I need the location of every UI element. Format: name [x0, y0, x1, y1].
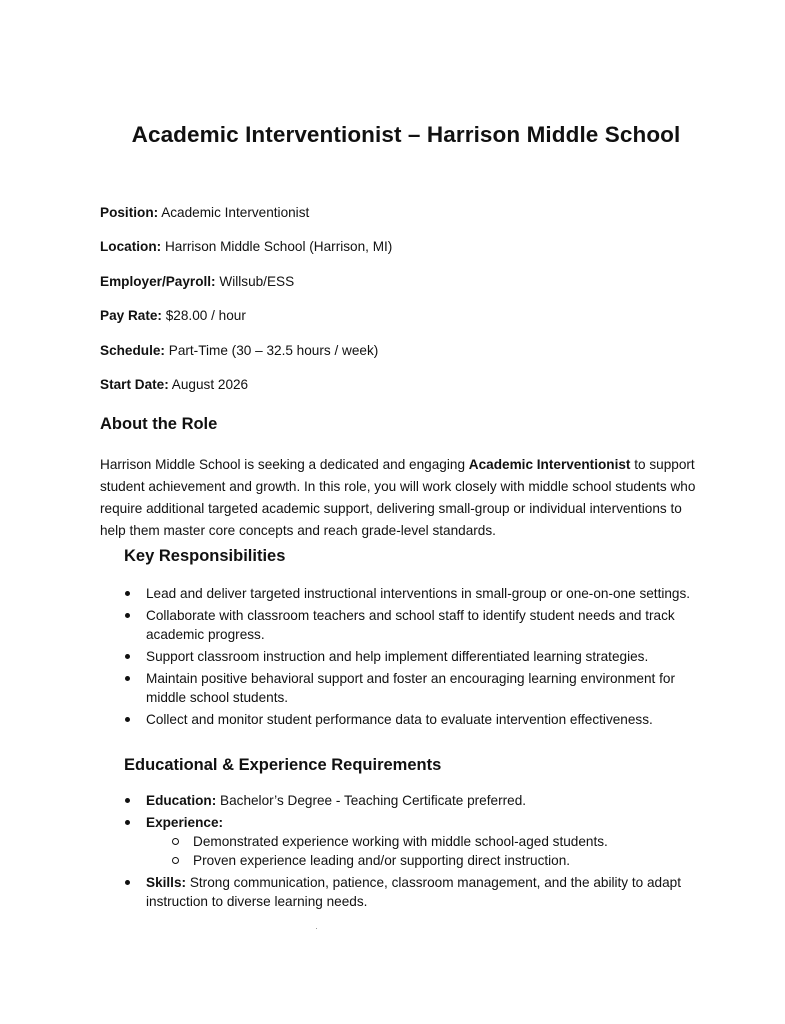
about-text-bold: Academic Interventionist	[468, 457, 631, 472]
field-label: Employer/Payroll:	[100, 274, 216, 289]
bullet-icon	[125, 717, 130, 722]
field-pay-rate	[100, 308, 246, 323]
field-value: Willsub/ESS	[219, 274, 295, 289]
page-title: Academic Interventionist – Harrison Middle School	[131, 122, 681, 147]
skills-label: Skills:	[146, 875, 187, 890]
field-schedule	[100, 343, 378, 358]
list-item-text: Collaborate with classroom teachers and school staff to identify student needs and track academic progress.	[146, 608, 675, 642]
field-value: Academic Interventionist	[161, 205, 310, 220]
about-heading: About the Role	[100, 415, 218, 433]
bullet-icon	[125, 820, 130, 825]
about-paragraph	[100, 454, 700, 542]
circle-bullet-icon	[172, 838, 179, 845]
sublist-item-text: Demonstrated experience working with middle school-aged students.	[193, 834, 608, 849]
field-label: Location:	[100, 239, 162, 254]
responsibilities-list	[124, 584, 699, 732]
bullet-icon	[125, 798, 130, 803]
list-item	[124, 647, 699, 666]
bullet-icon	[125, 880, 130, 885]
bullet-icon	[125, 613, 130, 618]
field-label: Pay Rate:	[100, 308, 162, 323]
field-employer	[100, 274, 294, 289]
field-position	[100, 205, 309, 220]
sublist-item-text: Proven experience leading and/or supporting direct instruction.	[193, 853, 571, 868]
field-value: Part-Time (30 – 32.5 hours / week)	[168, 343, 379, 358]
field-value: August 2026	[171, 377, 249, 392]
field-value: Harrison Middle School (Harrison, MI)	[164, 239, 393, 254]
list-item-text: Support classroom instruction and help implement differentiated learning strategies.	[146, 649, 649, 664]
circle-bullet-icon	[172, 857, 179, 864]
field-label: Position:	[100, 205, 159, 220]
list-item-experience	[124, 813, 699, 870]
list-item-skills	[124, 873, 699, 911]
list-item-text: Collect and monitor student performance data to evaluate intervention effectiveness.	[146, 712, 653, 727]
about-text-start: Harrison Middle School is seeking a dedicated and engaging	[100, 457, 469, 472]
list-item-text: Maintain positive behavioral support and foster an encouraging learning environment for middle school students.	[146, 671, 675, 705]
requirements-heading: Educational & Experience Requirements	[124, 756, 442, 774]
requirements-list	[124, 791, 699, 914]
field-label: Start Date:	[100, 377, 169, 392]
list-item	[124, 606, 699, 644]
bullet-icon	[125, 654, 130, 659]
experience-sublist	[146, 832, 699, 870]
education-value: Bachelor’s Degree - Teaching Certificate preferred.	[220, 793, 527, 808]
field-value: $28.00 / hour	[165, 308, 246, 323]
field-start-date	[100, 377, 248, 392]
experience-label: Experience:	[146, 815, 224, 830]
list-item	[124, 710, 699, 729]
bullet-icon	[125, 676, 130, 681]
list-item	[124, 584, 699, 603]
responsibilities-heading: Key Responsibilities	[124, 547, 286, 565]
list-item	[124, 669, 699, 707]
sublist-item	[146, 832, 699, 851]
list-item-text: Lead and deliver targeted instructional interventions in small-group or one-on-one settings.	[146, 586, 691, 601]
field-label: Schedule:	[100, 343, 165, 358]
bullet-icon	[125, 591, 130, 596]
list-item-education	[124, 791, 699, 810]
field-location	[100, 239, 392, 254]
education-label: Education:	[146, 793, 217, 808]
sublist-item	[146, 851, 699, 870]
about-text-end: to support student achievement and growth. In this role, you will work closely with middle school students who require additional targeted academic support, delivering small-group or individual interventions to help them master core concepts and reach grade-level standards.	[100, 457, 696, 538]
scan-speck	[316, 928, 317, 929]
skills-value: Strong communication, patience, classroom management, and the ability to adapt instruction to diverse learning needs.	[146, 875, 681, 909]
